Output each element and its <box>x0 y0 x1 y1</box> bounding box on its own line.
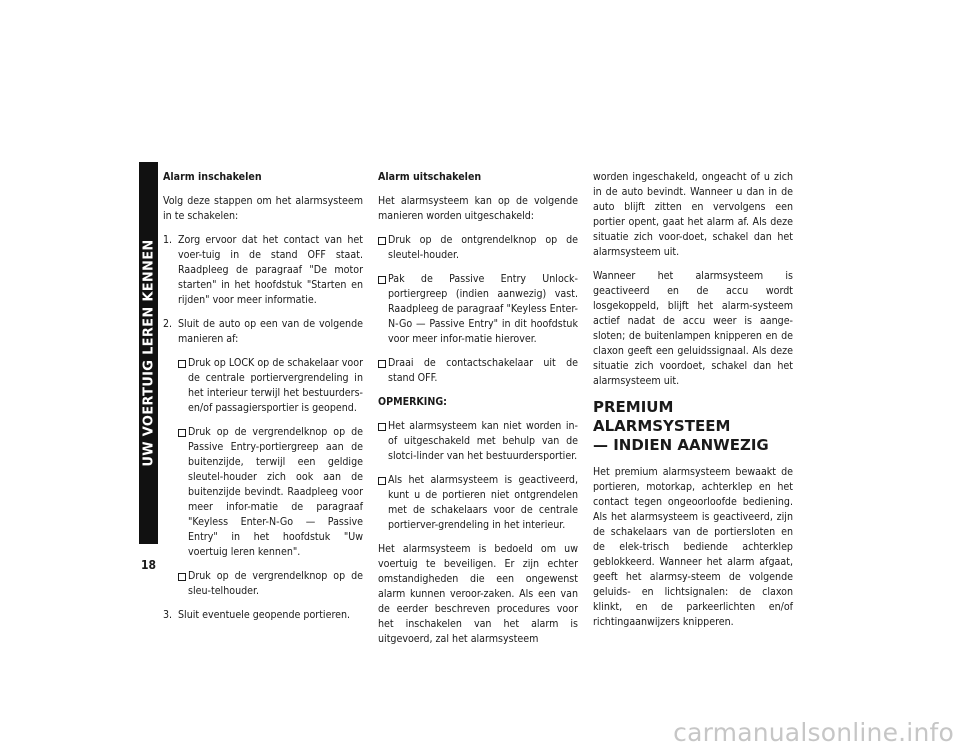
section-title-line-2: — INDIEN AANWEZIG <box>593 436 769 454</box>
step-number: 3. <box>163 609 173 621</box>
bullet-text: Het alarmsysteem kan niet worden in- of uitgeschakeld met behulp van de slotci-linder van het bestuurdersportier. <box>388 420 578 462</box>
checkbox-bullet-icon <box>378 276 386 284</box>
list-item <box>378 473 578 533</box>
battery-paragraph: Wanneer het alarmsysteem is geactiveerd en de accu wordt losgekoppeld, blijft het alarm-systeem actief nadat de accu weer is aange-sloten; de buitenlampen knipperen en de claxon geeft een geluidssignaal. Als deze situatie zich voordoet, schakel dan het alarmsysteem uit. <box>593 270 793 387</box>
column-3 <box>593 170 793 639</box>
closing-paragraph: Het alarmsysteem is bedoeld om uw voertuig te beveiligen. Er zijn echter omstandigheden die een ongewenst alarm kunnen veroor-zaken. Als een van de eerder beschreven procedures voor het inschakelen van het alarm is uitgevoerd, zal het alarmsysteem <box>378 543 578 645</box>
note-label: OPMERKING: <box>378 396 447 408</box>
step-text: Sluit eventuele geopende portieren. <box>178 609 351 621</box>
watermark: carmanualsonline.info <box>673 718 954 747</box>
disarm-methods-list <box>378 233 578 386</box>
list-item <box>378 356 578 386</box>
bullet-text: Druk op de vergrendelknop op de Passive Entry-portiergreep aan de buitenzijde, terwijl een geldige sleutel-houder zich ook aan de buitenzijde bevindt. Raadpleeg voor meer infor-matie de paragraaf "Keyless Enter-N-Go — Passive Entry" in het hoofdstuk "Uw voertuig leren kennen". <box>188 426 363 558</box>
chapter-side-tab <box>139 162 158 544</box>
section-heading-disarm: Alarm uitschakelen <box>378 171 482 183</box>
lock-methods-list <box>178 356 363 599</box>
checkbox-bullet-icon <box>378 237 386 245</box>
list-item <box>163 317 363 599</box>
checkbox-bullet-icon <box>378 360 386 368</box>
note-list <box>378 419 578 533</box>
list-item <box>378 233 578 263</box>
arm-steps-list <box>163 233 363 623</box>
section-title-line-1: PREMIUM ALARMSYSTEEM <box>593 398 731 435</box>
list-item <box>378 272 578 347</box>
checkbox-bullet-icon <box>378 423 386 431</box>
list-item <box>178 356 363 416</box>
step-number: 2. <box>163 318 173 330</box>
step-text: Sluit de auto op een van de volgende manieren af: <box>178 318 363 345</box>
bullet-text: Pak de Passive Entry Unlock-portiergreep (indien aanwezig) vast. Raadpleeg de paragraaf "Keyless Enter-N-Go — Passive Entry" in dit hoofdstuk voor meer infor-matie hierover. <box>388 273 578 345</box>
column-1 <box>163 170 363 632</box>
list-item <box>178 569 363 599</box>
bullet-text: Draai de contactschakelaar uit de stand OFF. <box>388 357 578 384</box>
premium-alarm-paragraph: Het premium alarmsysteem bewaakt de portieren, motorkap, achterklep en het contact tegen ongeoorloofde bediening. Als het alarmsysteem is geactiveerd, zijn de schakelaars van de portiersloten en de elek-trisch bediende achterklep geblokkeerd. Wanneer het alarm afgaat, geeft het alarmsy-steem de volgende geluids- en lichtsignalen: de claxon klinkt, en de parkeerlichten en/of richtingaanwijzers knipperen. <box>593 466 793 628</box>
section-heading-arm: Alarm inschakelen <box>163 171 262 183</box>
bullet-text: Druk op de vergrendelknop op de sleu-telhouder. <box>188 570 363 597</box>
list-item <box>163 233 363 308</box>
chapter-title: UW VOERTUIG LEREN KENNEN <box>141 239 156 467</box>
bullet-text: Als het alarmsysteem is geactiveerd, kunt u de portieren niet ontgrendelen met de schakelaars voor de centrale portierver-grendeling in het interieur. <box>388 474 578 531</box>
checkbox-bullet-icon <box>178 573 186 581</box>
list-item <box>163 608 363 623</box>
page-number: 18 <box>141 558 157 572</box>
checkbox-bullet-icon <box>178 429 186 437</box>
list-item <box>378 419 578 464</box>
intro-paragraph: Volg deze stappen om het alarmsysteem in te schakelen: <box>163 195 363 222</box>
section-title-premium-alarm <box>593 398 793 455</box>
intro-paragraph: Het alarmsysteem kan op de volgende manieren worden uitgeschakeld: <box>378 195 578 222</box>
list-item <box>178 425 363 560</box>
step-number: 1. <box>163 234 173 246</box>
checkbox-bullet-icon <box>378 477 386 485</box>
column-2 <box>378 170 578 656</box>
continuation-paragraph: worden ingeschakeld, ongeacht of u zich in de auto bevindt. Wanneer u dan in de auto blijft zitten en vervolgens een portier opent, gaat het alarm af. Als deze situatie zich voor-doet, schakel dan het alarmsysteem uit. <box>593 171 793 258</box>
bullet-text: Druk op LOCK op de schakelaar voor de centrale portiervergrendeling in het interieur terwijl het bestuurders- en/of passagiersportier is geopend. <box>188 357 363 414</box>
bullet-text: Druk op de ontgrendelknop op de sleutel-houder. <box>388 234 578 261</box>
checkbox-bullet-icon <box>178 360 186 368</box>
step-text: Zorg ervoor dat het contact van het voer-tuig in de stand OFF staat. Raadpleeg de paragraaf "De motor starten" in het hoofdstuk "Starten en rijden" voor meer informatie. <box>178 234 363 306</box>
